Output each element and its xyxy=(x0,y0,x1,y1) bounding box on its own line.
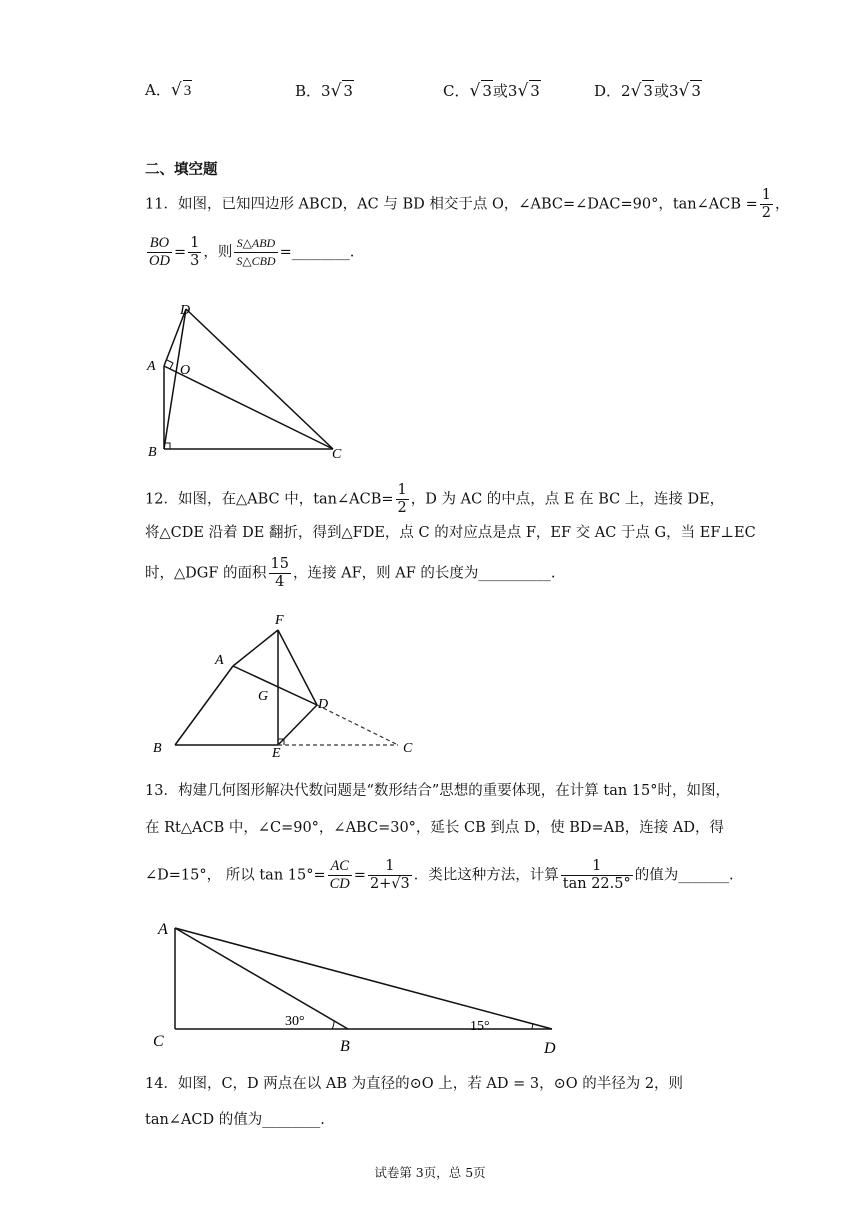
segment-af xyxy=(233,630,278,666)
label-a: A xyxy=(158,921,168,938)
q13-line3: ∠D=15°， 所以 tan 15°= $\frac{AC}{CD}$ = $\frac{1}{2+√3}$ ．类比这种方法，计算 $\frac{1}{\tan 22.5^\circ}$ 的值为_______. xyxy=(145,858,734,892)
label-d: D xyxy=(544,1040,556,1057)
option-d: D．2√ 3或3√ 3 xyxy=(594,81,701,101)
label-g: G xyxy=(258,689,269,704)
segment-ac xyxy=(164,366,333,449)
label-c: C xyxy=(332,447,342,462)
q11-figure xyxy=(140,298,360,468)
q11-line1: 11．如图，已知四边形 ABCD，AC 与 BD 相交于点 O，∠ABC=∠DAC=90°，tan∠ACB = $\frac{1}{2}$ ， xyxy=(145,187,790,221)
label-o: O xyxy=(180,363,191,378)
q13-figure xyxy=(150,912,570,1062)
segment-fd xyxy=(278,630,317,705)
segment-db xyxy=(164,309,186,449)
segment-ab xyxy=(175,928,348,1029)
label-a: A xyxy=(215,653,224,668)
label-b: B xyxy=(340,1038,350,1055)
section-title: 二、填空题 xyxy=(145,161,218,178)
label-f: F xyxy=(275,613,284,628)
q13-line2: 在 Rt△ACB 中，∠C=90°，∠ABC=30°，延长 CB 到点 D，使 BD=AB，连接 AD，得 xyxy=(145,820,724,836)
segment-dc xyxy=(186,309,333,449)
label-d: D xyxy=(318,697,329,712)
label-b: B xyxy=(148,445,157,460)
segment-dc-dashed xyxy=(317,705,398,745)
label-c: C xyxy=(153,1033,164,1050)
q14-line2: tan∠ACD 的值为________. xyxy=(145,1112,325,1128)
q12-line2: 将△CDE 沿着 DE 翻折，得到△FDE，点 C 的对应点是点 F，EF 交 AC 于点 G，当 EF⊥EC xyxy=(145,525,756,541)
label-c: C xyxy=(403,741,413,756)
segment-ad xyxy=(233,666,317,705)
angle-arc-b xyxy=(332,1021,334,1029)
label-angle-15: 15° xyxy=(470,1019,490,1034)
segment-ad xyxy=(175,928,552,1029)
q12-figure xyxy=(145,608,435,758)
q14-line1: 14．如图，C，D 两点在以 AB 为直径的⊙O 上，若 AD = 3，⊙O 的半径为 2，则 xyxy=(145,1076,684,1092)
label-b: B xyxy=(153,741,162,756)
q12-line1: 12．如图，在△ABC 中，tan∠ACB= $\frac{1}{2}$ ，D 为 AC 的中点，点 E 在 BC 上，连接 DE， xyxy=(145,482,725,516)
label-angle-30: 30° xyxy=(285,1014,305,1029)
option-b: B．3√ 3 xyxy=(295,81,353,101)
label-a: A xyxy=(147,359,156,374)
q12-line3: 时，△DGF 的面积 $\frac{15}{4}$ ，连接 AF，则 AF 的长度为__________. xyxy=(145,556,556,590)
label-d: D xyxy=(180,303,191,318)
label-e: E xyxy=(272,746,281,758)
page-footer: 试卷第 3页，总 5页 xyxy=(374,1165,486,1180)
option-a: A．√ 3 xyxy=(145,80,192,100)
q11-line2: $\frac{BO}{OD}$ = $\frac{1}{3}$ ，则 $\frac{\text{S△ABD}}{\text{S△CBD}}$ =________. xyxy=(149,235,355,269)
option-c: C．√ 3或3√ 3 xyxy=(443,81,540,101)
segment-ba xyxy=(175,666,233,745)
q13-line1: 13．构建几何图形解决代数问题是“数形结合”思想的重要体现，在计算 tan 15°时，如图， xyxy=(145,783,731,799)
